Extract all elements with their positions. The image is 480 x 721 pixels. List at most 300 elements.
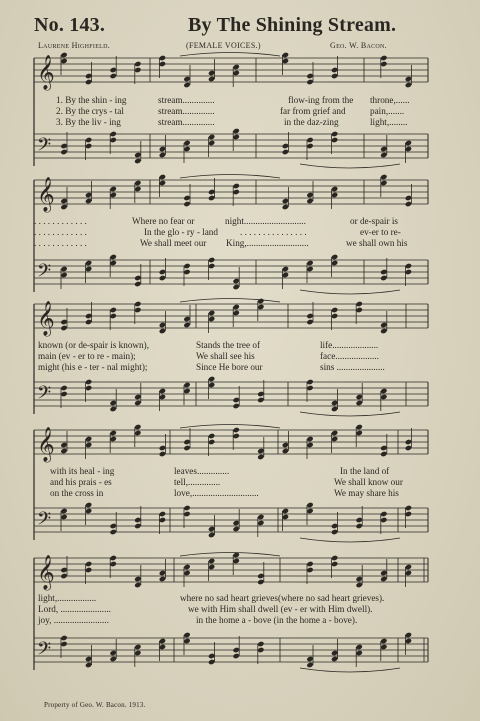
note-head: [356, 307, 363, 313]
treble-clef-icon: 𝄞: [37, 427, 55, 462]
note-head: [405, 263, 412, 269]
note-head: [380, 388, 387, 394]
lyric-syllables: and his prais - es: [50, 477, 112, 488]
lyric-line: [30, 362, 434, 373]
lyric-line: [30, 593, 434, 604]
note-head: [356, 424, 363, 430]
lyric-syllables: stream..............: [158, 117, 215, 128]
note-head: [233, 653, 240, 659]
note-head: [60, 567, 67, 573]
note-head: [282, 266, 289, 272]
note-head: [134, 644, 141, 650]
note-head: [306, 656, 313, 662]
note-head: [257, 304, 264, 310]
note-head: [306, 192, 313, 198]
note-head: [183, 632, 190, 638]
lyric-syllables: tell,..............: [174, 477, 221, 488]
note-head: [208, 439, 215, 445]
note-head: [233, 189, 240, 195]
lyric-line: [30, 117, 434, 128]
note-head: [159, 388, 166, 394]
note-head: [159, 644, 166, 650]
note-head: [85, 567, 92, 573]
note-head: [60, 266, 67, 272]
note-head: [405, 439, 412, 445]
slur: [180, 175, 280, 179]
lyric-syllables: or de-spair is: [350, 216, 398, 226]
hymn-title: By The Shining Stream.: [188, 14, 397, 36]
note-head: [110, 260, 117, 266]
note-head: [110, 67, 117, 73]
note-head: [380, 328, 387, 334]
lyric-line: [30, 95, 434, 106]
note-head: [183, 82, 190, 88]
note-head: [405, 140, 412, 146]
note-head: [233, 403, 240, 409]
note-head: [134, 430, 141, 436]
slur: [300, 164, 400, 168]
note-head: [282, 272, 289, 278]
note-head: [183, 445, 190, 451]
note-head: [331, 67, 338, 73]
note-head: [233, 304, 240, 310]
note-head: [183, 511, 190, 517]
note-head: [85, 508, 92, 514]
lyric-syllables: where no sad heart grieves(where no sad heart grieves).: [180, 593, 385, 603]
lyric-syllables: stream..............: [158, 106, 215, 117]
note-head: [85, 198, 92, 204]
note-head: [110, 436, 117, 442]
lyric-syllables: . . . . . . . . . . . .: [34, 238, 87, 249]
note-head: [380, 55, 387, 61]
note-head: [110, 561, 117, 567]
lyrics-block: [30, 216, 434, 250]
note-head: [60, 391, 67, 397]
lyric-syllables: Lord, ......................: [38, 604, 111, 615]
hymn-number: No. 143.: [34, 14, 106, 36]
note-head: [60, 52, 67, 58]
lyric-syllables: . . . . . . . . . . . .: [34, 227, 87, 238]
note-head: [356, 430, 363, 436]
lyric-syllables: face...................: [320, 351, 379, 362]
note-head: [356, 576, 363, 582]
treble-clef-icon: 𝄞: [37, 301, 55, 336]
note-head: [306, 502, 313, 508]
note-head: [110, 650, 117, 656]
note-head: [159, 517, 166, 523]
note-head: [380, 644, 387, 650]
note-head: [282, 58, 289, 64]
slur: [300, 668, 400, 672]
note-head: [183, 322, 190, 328]
note-head: [233, 433, 240, 439]
note-head: [306, 143, 313, 149]
note-head: [331, 400, 338, 406]
note-head: [159, 269, 166, 275]
note-head: [85, 385, 92, 391]
note-head: [306, 567, 313, 573]
note-head: [233, 647, 240, 653]
note-head: [60, 149, 67, 155]
note-head: [331, 254, 338, 260]
note-head: [306, 436, 313, 442]
note-head: [208, 653, 215, 659]
lyric-syllables: We shall see his: [196, 351, 255, 362]
note-head: [60, 573, 67, 579]
bass-clef-icon: 𝄢: [37, 135, 52, 160]
note-head: [183, 195, 190, 201]
note-head: [208, 316, 215, 322]
note-head: [208, 376, 215, 382]
note-head: [60, 319, 67, 325]
note-head: [306, 662, 313, 668]
note-head: [282, 198, 289, 204]
bass-clef-icon: 𝄢: [37, 261, 52, 286]
note-head: [306, 73, 313, 79]
note-head: [60, 385, 67, 391]
note-head: [306, 379, 313, 385]
note-head: [60, 508, 67, 514]
note-head: [306, 260, 313, 266]
note-head: [208, 263, 215, 269]
lyric-syllables: leaves..............: [174, 466, 230, 476]
note-head: [306, 266, 313, 272]
note-head: [60, 198, 67, 204]
note-head: [257, 454, 264, 460]
note-head: [60, 448, 67, 454]
note-head: [110, 406, 117, 412]
lyric-line: [30, 615, 434, 626]
note-head: [85, 260, 92, 266]
note-head: [380, 394, 387, 400]
note-head: [183, 269, 190, 275]
note-head: [134, 307, 141, 313]
note-head: [134, 582, 141, 588]
note-head: [85, 73, 92, 79]
note-head: [110, 529, 117, 535]
note-head: [134, 186, 141, 192]
note-head: [356, 650, 363, 656]
note-head: [257, 391, 264, 397]
note-head: [110, 555, 117, 561]
note-head: [159, 638, 166, 644]
note-head: [257, 573, 264, 579]
note-head: [233, 128, 240, 134]
note-head: [306, 319, 313, 325]
treble-clef-icon: 𝄞: [37, 55, 55, 90]
lyric-line: [30, 106, 434, 117]
slur: [180, 299, 280, 303]
note-head: [356, 523, 363, 529]
slur: [180, 553, 280, 557]
note-head: [306, 79, 313, 85]
note-head: [85, 656, 92, 662]
lyric-syllables: joy, ........................: [38, 615, 109, 626]
composer-credit: Geo. W. Bacon.: [330, 41, 387, 50]
note-head: [134, 152, 141, 158]
note-head: [85, 442, 92, 448]
lyric-syllables: In the land of: [340, 466, 390, 476]
note-head: [85, 436, 92, 442]
note-head: [208, 564, 215, 570]
note-head: [405, 195, 412, 201]
note-head: [208, 134, 215, 140]
note-head: [233, 520, 240, 526]
note-head: [380, 638, 387, 644]
note-head: [159, 152, 166, 158]
note-head: [159, 174, 166, 180]
note-head: [233, 526, 240, 532]
lyric-syllables: . . . . . . . . . . . . . . .: [240, 227, 307, 238]
note-head: [60, 635, 67, 641]
note-head: [208, 257, 215, 263]
note-head: [110, 131, 117, 137]
note-head: [183, 388, 190, 394]
hymn-heading: [34, 14, 454, 40]
note-head: [85, 192, 92, 198]
note-head: [134, 275, 141, 281]
note-head: [208, 189, 215, 195]
lyric-syllables: far from grief and: [280, 106, 346, 117]
note-head: [85, 319, 92, 325]
note-head: [134, 424, 141, 430]
note-head: [233, 558, 240, 564]
lyric-syllables: stream..............: [158, 95, 215, 105]
lyric-syllables: light,........: [370, 117, 408, 128]
note-head: [183, 146, 190, 152]
lyric-syllables: life....................: [320, 340, 379, 350]
note-head: [380, 576, 387, 582]
lyric-syllables: might (his e - ter - nal might);: [38, 362, 148, 373]
note-head: [405, 638, 412, 644]
note-head: [110, 430, 117, 436]
note-head: [331, 436, 338, 442]
lyric-syllables: 1. By the shin - ing: [56, 95, 127, 105]
treble-clef-icon: 𝄞: [37, 177, 55, 212]
note-head: [405, 632, 412, 638]
note-head: [60, 272, 67, 278]
note-head: [380, 275, 387, 281]
lyric-syllables: Where no fear or: [132, 216, 195, 226]
lyric-line: [30, 466, 434, 477]
note-head: [331, 430, 338, 436]
bass-clef-icon: 𝄢: [37, 383, 52, 408]
note-head: [134, 61, 141, 67]
note-head: [380, 174, 387, 180]
note-head: [183, 505, 190, 511]
note-head: [60, 442, 67, 448]
note-head: [159, 146, 166, 152]
note-head: [233, 284, 240, 290]
note-head: [134, 523, 141, 529]
copyright-footer: Property of Geo. W. Bacon. 1913.: [44, 701, 146, 709]
note-head: [85, 662, 92, 668]
note-head: [405, 146, 412, 152]
note-head: [405, 445, 412, 451]
note-head: [60, 325, 67, 331]
note-head: [331, 523, 338, 529]
note-head: [159, 322, 166, 328]
note-head: [110, 137, 117, 143]
note-head: [208, 310, 215, 316]
note-head: [159, 511, 166, 517]
note-head: [306, 313, 313, 319]
lyric-syllables: in the daz-zing: [284, 117, 339, 128]
note-head: [380, 146, 387, 152]
note-head: [380, 152, 387, 158]
lyric-syllables: We may share his: [334, 488, 399, 499]
note-head: [134, 67, 141, 73]
note-head: [134, 158, 141, 164]
slur: [180, 425, 280, 429]
note-head: [159, 576, 166, 582]
slur: [300, 538, 400, 542]
lyric-syllables: In the glo - ry - land: [144, 227, 218, 238]
lyric-syllables: night...........................: [225, 216, 306, 226]
note-head: [356, 582, 363, 588]
note-head: [85, 79, 92, 85]
lyric-syllables: Stands the tree of: [196, 340, 261, 350]
note-head: [159, 275, 166, 281]
note-head: [282, 143, 289, 149]
note-head: [110, 313, 117, 319]
note-head: [85, 313, 92, 319]
note-head: [331, 186, 338, 192]
note-head: [356, 400, 363, 406]
note-head: [208, 76, 215, 82]
lyric-syllables: We shall meet our: [140, 238, 207, 249]
lyric-syllables: love,.............................: [174, 488, 259, 499]
lyric-syllables: We shall know our: [334, 477, 403, 488]
note-head: [85, 502, 92, 508]
note-head: [85, 137, 92, 143]
note-head: [159, 451, 166, 457]
note-head: [380, 269, 387, 275]
note-head: [405, 201, 412, 207]
note-head: [257, 641, 264, 647]
note-head: [380, 511, 387, 517]
lyric-syllables: pain,.......: [370, 106, 405, 117]
lyric-line: [30, 351, 434, 362]
note-head: [331, 307, 338, 313]
note-head: [110, 307, 117, 313]
note-head: [134, 301, 141, 307]
note-head: [380, 451, 387, 457]
note-head: [282, 149, 289, 155]
note-head: [134, 517, 141, 523]
note-head: [233, 427, 240, 433]
note-head: [282, 514, 289, 520]
note-head: [208, 433, 215, 439]
note-head: [208, 195, 215, 201]
note-head: [257, 448, 264, 454]
treble-clef-icon: 𝄞: [37, 555, 55, 590]
note-head: [331, 137, 338, 143]
note-head: [183, 570, 190, 576]
note-head: [110, 400, 117, 406]
lyrics-block: [30, 340, 434, 374]
note-head: [282, 52, 289, 58]
note-head: [380, 61, 387, 67]
lyric-syllables: on the cross in: [50, 488, 104, 499]
note-head: [134, 180, 141, 186]
lyric-line: [30, 238, 434, 249]
note-head: [380, 180, 387, 186]
lyric-line: [30, 216, 434, 227]
note-head: [405, 570, 412, 576]
note-head: [183, 201, 190, 207]
note-head: [282, 448, 289, 454]
bass-clef-icon: 𝄢: [37, 509, 52, 534]
note-head: [159, 570, 166, 576]
note-head: [110, 73, 117, 79]
note-head: [405, 505, 412, 511]
note-head: [134, 394, 141, 400]
note-head: [60, 143, 67, 149]
note-head: [110, 523, 117, 529]
note-head: [331, 650, 338, 656]
lyric-line: [30, 604, 434, 615]
note-head: [208, 382, 215, 388]
lyric-syllables: flow-ing from the: [288, 95, 354, 105]
note-head: [208, 526, 215, 532]
lyric-syllables: light,.................: [38, 593, 97, 603]
note-head: [380, 517, 387, 523]
note-head: [60, 514, 67, 520]
note-head: [233, 64, 240, 70]
lyric-line: [30, 340, 434, 351]
note-head: [233, 134, 240, 140]
note-head: [183, 316, 190, 322]
note-head: [208, 558, 215, 564]
note-head: [380, 570, 387, 576]
note-head: [306, 137, 313, 143]
note-head: [110, 186, 117, 192]
note-head: [60, 58, 67, 64]
note-head: [257, 397, 264, 403]
note-head: [208, 70, 215, 76]
lyric-syllables: main (ev - er to re - main);: [38, 351, 136, 362]
note-head: [134, 281, 141, 287]
lyric-syllables: throne,......: [370, 95, 410, 105]
note-head: [183, 76, 190, 82]
note-head: [331, 555, 338, 561]
lyric-line: [30, 488, 434, 499]
slur: [300, 412, 400, 416]
note-head: [134, 650, 141, 656]
note-head: [208, 532, 215, 538]
note-head: [405, 82, 412, 88]
lyric-syllables: Since He bore our: [196, 362, 263, 373]
note-head: [159, 445, 166, 451]
note-head: [331, 131, 338, 137]
note-head: [85, 143, 92, 149]
note-head: [183, 382, 190, 388]
note-head: [134, 400, 141, 406]
lyric-syllables: King,...........................: [226, 238, 309, 249]
note-head: [183, 564, 190, 570]
note-head: [208, 659, 215, 665]
note-head: [306, 508, 313, 514]
note-head: [233, 310, 240, 316]
note-head: [356, 301, 363, 307]
note-head: [306, 385, 313, 391]
note-head: [159, 55, 166, 61]
slur: [300, 290, 400, 294]
lyric-syllables: 3. By the liv - ing: [56, 117, 121, 128]
note-head: [405, 564, 412, 570]
note-head: [60, 204, 67, 210]
